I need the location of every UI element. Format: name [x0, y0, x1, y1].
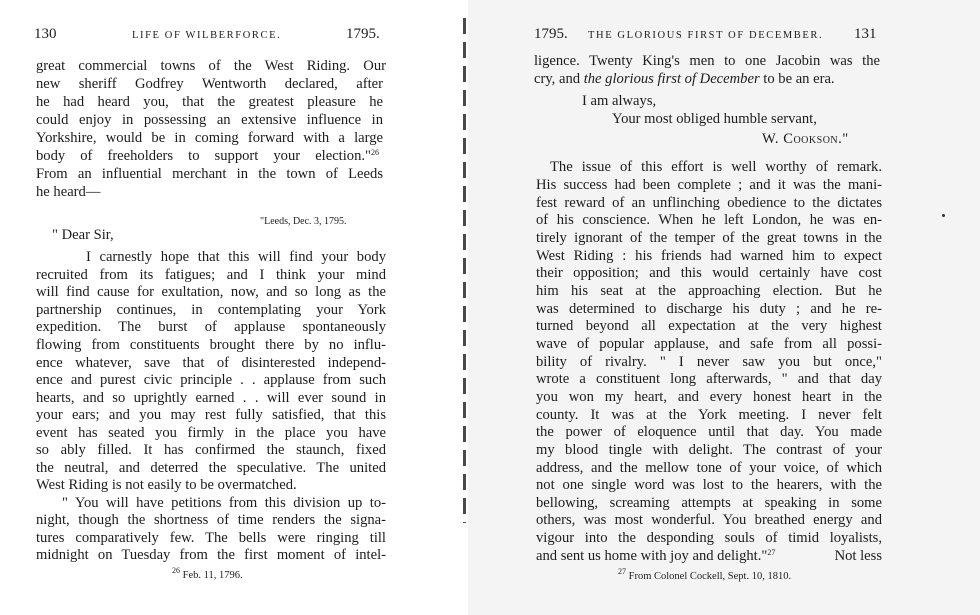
text-line: recruited from its fatigues; and I think your mind [36, 267, 386, 283]
text-line: bility of rivalry. " I never saw you but once," [536, 354, 882, 370]
text-line: West Riding is not easily to be overmatched. [36, 477, 297, 493]
text-line: your ears; and you may rest fully satisfied, that this [36, 407, 386, 423]
text-line: turned beyond all expectation at the very highest [536, 318, 882, 334]
text-line: will find cause for exultation, now, and so long as the [36, 284, 386, 300]
text-line: others, was most wonderful. You breathed energy and [536, 512, 882, 528]
text-line: not one single word was lost to the hearers, with the [536, 477, 882, 493]
text-line: flowing from constituents brought there by no influ- [36, 337, 386, 353]
text-segment: cry, and [534, 71, 584, 87]
print-speck [942, 214, 945, 217]
text-line: " You will have petitions from this division up to- [62, 495, 386, 511]
text-line: wrote a constituent long afterwards, " and that day [536, 371, 882, 387]
text-line: so ably filled. It has confirmed the staunch, fixed [36, 442, 386, 458]
text-line: expedition. The burst of applause spontaneously [36, 319, 386, 335]
footnote [172, 566, 243, 581]
right-year: 1795. [534, 26, 568, 42]
right-page-number: 131 [854, 26, 877, 42]
text-line: Yorkshire, would be in coming forward with a large [36, 130, 383, 146]
text-line-with-note [36, 147, 383, 165]
left-page [0, 0, 462, 615]
text-line: hearts, and so uprightly earned . . will ever sound in [36, 390, 386, 406]
right-page [468, 0, 980, 615]
text-line: ence whatever, save that of disinterested independ- [36, 355, 386, 371]
text-line: I carnestly hope that this will find your body [86, 249, 386, 265]
text-line: wave of popular applause, and safe from all possi- [536, 336, 882, 352]
footnote-text: Feb. 11, 1796. [182, 570, 243, 581]
text-line: the neutral, and deterred the speculative. The united [36, 460, 386, 476]
text-line: address, and the mellow tone of your voice, of which [536, 460, 882, 476]
footnote-text: From Colonel Cockell, Sept. 10, 1810. [628, 571, 792, 582]
text-line: His success had been complete ; and it was the mani- [536, 177, 882, 193]
text-line: tirely ignorant of the temper of the great towns in the [536, 230, 882, 246]
note-reference: 26 [371, 148, 379, 157]
text-line: midnight on Tuesday from the first moment of intel- [36, 547, 386, 563]
left-year: 1795. [346, 26, 380, 42]
text-line: he had heard you, that the greatest pleasure he [36, 94, 383, 110]
footnote [618, 567, 792, 582]
text-line: was determined to discharge his duty ; and he re- [536, 301, 882, 317]
text-line: could enjoy in possessing an extensive influence in [36, 112, 383, 128]
text-line: ligence. Twenty King's men to one Jacobin was the [534, 53, 880, 69]
text-line: their opposition; and this would certainly have cost [536, 265, 882, 281]
left-running-head: LIFE OF WILBERFORCE. [132, 30, 282, 41]
italic-phrase: the glorious first of December [583, 71, 760, 87]
text-line: and sent us home with joy and delight." [536, 548, 768, 564]
footnote-mark: 26 [172, 566, 180, 575]
text-line: he heard— [36, 184, 101, 200]
text-line: of his conscience. When he left London, he was en- [536, 212, 882, 228]
text-line: vigour into the desponding souls of timid loyalists, [536, 530, 882, 546]
letter-salutation: " Dear Sir, [52, 227, 114, 243]
text-line: bellowing, screaming attempts at speaking in some [536, 495, 882, 511]
text-line: event has seated you firmly in the place you have [36, 425, 386, 441]
text-line: night, though the shortness of time renders the signa- [36, 512, 386, 528]
text-line: him his seat at the approaching election. But he [536, 283, 882, 299]
text-line: body of freeholders to support your election." [36, 148, 371, 164]
letter-closing-line-2: Your most obliged humble servant, [612, 111, 817, 127]
text-segment: Not less [834, 548, 882, 564]
left-page-number: 130 [34, 26, 57, 42]
text-line: partnership continues, in contemplating your York [36, 302, 386, 318]
text-line: county. It was at the York meeting. I never felt [536, 407, 882, 423]
note-reference: 27 [767, 548, 776, 557]
right-running-head: THE GLORIOUS FIRST OF DECEMBER. [588, 30, 824, 41]
text-line [534, 70, 835, 88]
text-line: tures comparatively few. The bells were ringing till [36, 530, 386, 546]
letter-dateline: "Leeds, Dec. 3, 1795. [260, 216, 347, 227]
text-line-with-note [536, 547, 882, 565]
text-line: ence and purest civic principle . . applause from such [36, 372, 386, 388]
text-line: new sheriff Godfrey Wentworth declared, after [36, 76, 383, 92]
letter-signature: W. Cookson." [762, 131, 849, 147]
text-segment: to be an era. [759, 71, 835, 87]
text-line: my blood tingle with delight. The contrast of your [536, 442, 882, 458]
text-line: The issue of this effort is well worthy of remark. [550, 159, 882, 175]
letter-closing: I am always, [582, 93, 657, 109]
text-line: From an influential merchant in the town of Leeds [36, 166, 383, 182]
text-line: West Riding : his friends had warned him to expect [536, 248, 882, 264]
text-line: great commercial towns of the West Riding. Our [36, 58, 386, 74]
footnote-mark: 27 [618, 567, 626, 576]
text-line: the power of eloquence until that day. You made [536, 424, 882, 440]
text-line: you won my heart, and every honest heart in the [536, 389, 882, 405]
page-gutter [463, 18, 466, 523]
text-line: fest reward of an unflinching obedience to the dictates [536, 195, 882, 211]
